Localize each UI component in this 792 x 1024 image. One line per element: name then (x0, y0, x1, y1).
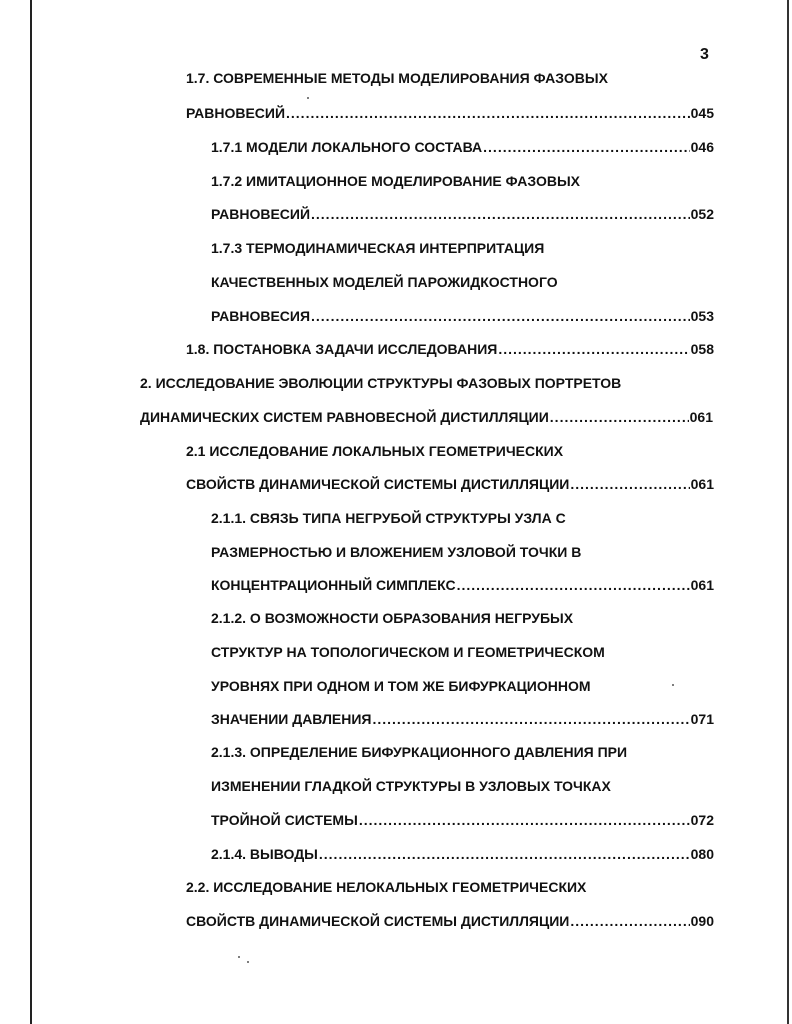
toc-entry-2-1-title: 2.1 ИССЛЕДОВАНИЕ ЛОКАЛЬНЫХ ГЕОМЕТРИЧЕСКИХ (186, 443, 564, 459)
toc-page-number: 052 (690, 206, 714, 222)
toc-entry-2-title: 2. ИССЛЕДОВАНИЕ ЭВОЛЮЦИИ СТРУКТУРЫ ФАЗОВЫХ ПОРТРЕТОВ (140, 375, 622, 391)
toc-page-number: 058 (690, 341, 714, 357)
toc-entry-1-7[interactable]: РАВНОВЕСИЙ ..... 045 (186, 102, 714, 124)
toc-page-number: 071 (690, 711, 714, 727)
toc-entry-2-1-1-title: 2.1.1. СВЯЗЬ ТИПА НЕГРУБОЙ СТРУКТУРЫ УЗЛА С (211, 510, 566, 526)
toc-entry-1-7-3-title-cont: КАЧЕСТВЕННЫХ МОДЕЛЕЙ ПАРОЖИДКОСТНОГО (211, 274, 558, 290)
scan-border-right (787, 0, 789, 1024)
toc-page-number: 045 (690, 105, 714, 121)
scan-speck (238, 956, 240, 958)
toc-entry-2-1-1-title-cont: РАЗМЕРНОСТЬЮ И ВЛОЖЕНИЕМ УЗЛОВОЙ ТОЧКИ В (211, 544, 582, 560)
toc-page-number: 046 (690, 139, 714, 155)
toc-entry-2-1-4[interactable]: 2.1.4. ВЫВОДЫ ..... 080 (211, 843, 714, 865)
toc-page-number: 080 (690, 846, 714, 862)
scan-speck (307, 97, 309, 99)
toc-entry-2[interactable]: ДИНАМИЧЕСКИХ СИСТЕМ РАВНОВЕСНОЙ ДИСТИЛЛЯЦИИ ..... 061 (140, 406, 713, 428)
toc-entry-2-2[interactable]: СВОЙСТВ ДИНАМИЧЕСКОЙ СИСТЕМЫ ДИСТИЛЛЯЦИИ ..... 090 (186, 910, 714, 932)
toc-page-number: 061 (689, 409, 713, 425)
toc-entry-2-1-2-title-cont2: УРОВНЯХ ПРИ ОДНОМ И ТОМ ЖЕ БИФУРКАЦИОННОМ (211, 678, 591, 694)
toc-entry-2-1-3-title-cont: ИЗМЕНЕНИИ ГЛАДКОЙ СТРУКТУРЫ В УЗЛОВЫХ ТОЧКАХ (211, 778, 611, 794)
toc-entry-2-1-3[interactable]: ТРОЙНОЙ СИСТЕМЫ ..... 072 (211, 809, 714, 831)
toc-entry-1-7-3[interactable]: РАВНОВЕСИЯ ..... 053 (211, 305, 714, 327)
toc-page-number: 061 (690, 577, 714, 593)
toc-entry-1-7-2-title: 1.7.2 ИМИТАЦИОННОЕ МОДЕЛИРОВАНИЕ ФАЗОВЫХ (211, 173, 580, 189)
toc-entry-2-1-2-title-cont: СТРУКТУР НА ТОПОЛОГИЧЕСКОМ И ГЕОМЕТРИЧЕСКОМ (211, 644, 605, 660)
toc-entry-2-2-title: 2.2. ИССЛЕДОВАНИЕ НЕЛОКАЛЬНЫХ ГЕОМЕТРИЧЕСКИХ (186, 879, 587, 895)
toc-entry-1-8[interactable]: 1.8. ПОСТАНОВКА ЗАДАЧИ ИССЛЕДОВАНИЯ ..... 058 (186, 338, 714, 360)
page-number: 3 (700, 46, 709, 63)
toc-entry-2-1[interactable]: СВОЙСТВ ДИНАМИЧЕСКОЙ СИСТЕМЫ ДИСТИЛЛЯЦИИ ..... 061 (186, 473, 714, 495)
toc-page-number: 090 (690, 913, 714, 929)
scan-border-left (30, 0, 32, 1024)
toc-entry-1-7-1[interactable]: 1.7.1 МОДЕЛИ ЛОКАЛЬНОГО СОСТАВА ..... 046 (211, 136, 714, 158)
toc-entry-2-1-1[interactable]: КОНЦЕНТРАЦИОННЫЙ СИМПЛЕКС ..... 061 (211, 574, 714, 596)
scan-speck (247, 961, 249, 963)
toc-entry-2-1-2[interactable]: ЗНАЧЕНИИ ДАВЛЕНИЯ ..... 071 (211, 708, 714, 730)
toc-entry-1-7-title: 1.7. СОВРЕМЕННЫЕ МЕТОДЫ МОДЕЛИРОВАНИЯ ФАЗОВЫХ (186, 70, 608, 86)
toc-entry-2-1-2-title: 2.1.2. О ВОЗМОЖНОСТИ ОБРАЗОВАНИЯ НЕГРУБЫХ (211, 610, 574, 626)
toc-page-number: 053 (690, 308, 714, 324)
scan-speck (672, 684, 674, 686)
toc-entry-1-7-3-title: 1.7.3 ТЕРМОДИНАМИЧЕСКАЯ ИНТЕРПРИТАЦИЯ (211, 240, 545, 256)
toc-page-number: 061 (690, 476, 714, 492)
toc-page-number: 072 (690, 812, 714, 828)
toc-entry-1-7-2[interactable]: РАВНОВЕСИЙ ..... 052 (211, 203, 714, 225)
toc-entry-2-1-3-title: 2.1.3. ОПРЕДЕЛЕНИЕ БИФУРКАЦИОННОГО ДАВЛЕНИЯ ПРИ (211, 744, 628, 760)
